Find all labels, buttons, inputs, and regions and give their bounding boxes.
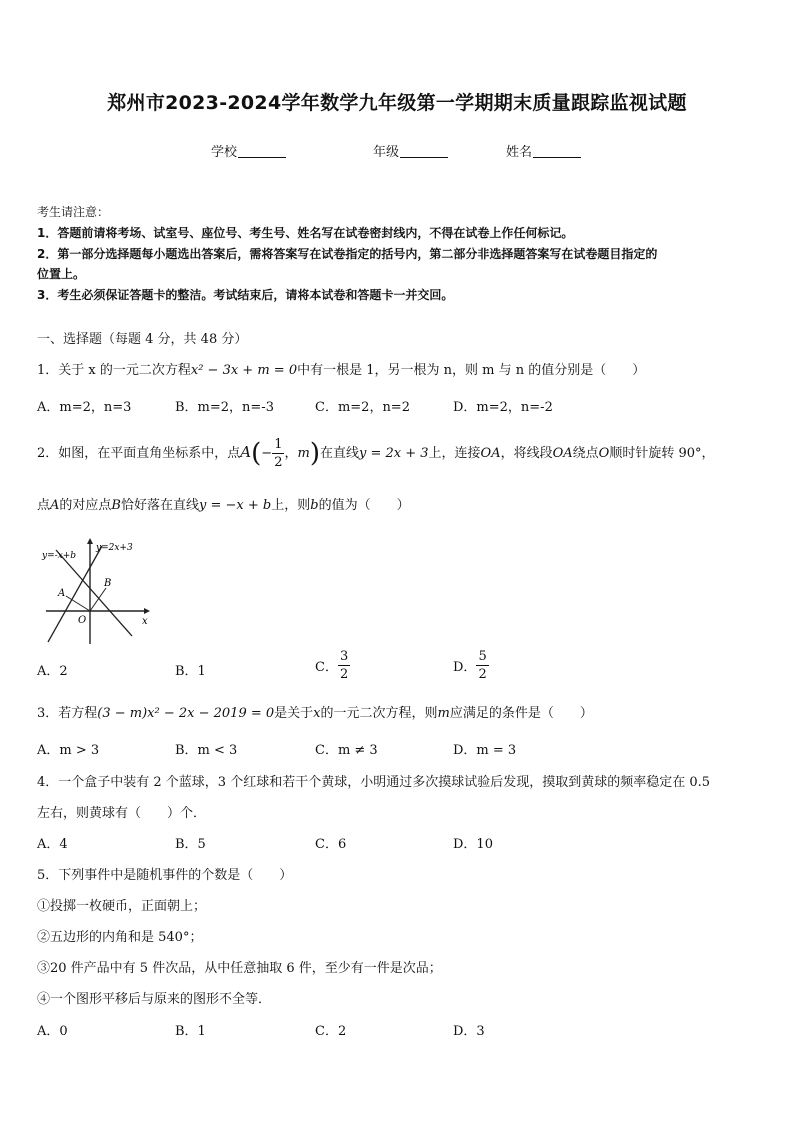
notice-item: 3．考生必须保证答题卡的整洁。考试结束后，请将本试卷和答题卡一并交回。: [37, 288, 454, 302]
question-1: [37, 359, 645, 378]
question-4-line2: 左右，则黄球有（ ）个．: [37, 806, 207, 821]
q5-option-a: A．0: [37, 1024, 68, 1039]
frac-num: 5: [478, 649, 487, 664]
q2-line2-eq: y = −x + b: [199, 498, 272, 513]
q1-option-c: C．m=2，n=2: [315, 400, 410, 415]
q2-oa: OA: [480, 446, 501, 461]
q2-text: 点: [37, 498, 51, 513]
q5-options: [37, 1020, 757, 1040]
name-blank: [533, 144, 581, 158]
q2-b-point: B: [111, 498, 121, 513]
q5-item: ③20 件产品中有 5 件次品，从中任意抽取 6 件，至少有一件是次品；: [37, 961, 442, 976]
q5-option-b: B．1: [175, 1024, 206, 1039]
q2-text: 上，则: [271, 498, 311, 513]
q1-options: [37, 396, 757, 416]
school-label: 学校: [211, 145, 238, 160]
q1-equation: x² − 3x + m = 0: [190, 363, 298, 378]
question-5: 5．下列事件中是随机事件的个数是（ ）: [37, 868, 293, 883]
q3-option-a: A．m > 3: [37, 743, 100, 758]
exam-title: 郑州市2023-2024学年数学九年级第一学期期末质量跟踪监视试题: [107, 92, 687, 114]
q4-option-a: A．4: [37, 837, 68, 852]
q2-o: O: [598, 446, 610, 461]
q2-line1-eq: y = 2x + 3: [358, 446, 429, 461]
question-3: [37, 702, 593, 721]
q2-frac-den: 2: [274, 455, 283, 470]
q3-text: 是关于: [274, 706, 314, 721]
q2-option-c: [315, 650, 350, 681]
q2-m: m: [297, 446, 310, 461]
q3-x: x: [313, 706, 321, 721]
notice-item: 2．第一部分选择题每小题选出答案后，需将答案写在试卷指定的括号内，第二部分非选择题答案写在试卷题目指定的: [37, 247, 658, 261]
q3-option-c: C．m ≠ 3: [315, 743, 378, 758]
q4-option-b: B．5: [175, 837, 206, 852]
q2-frac-num: 1: [274, 437, 283, 452]
q2-point-a: A: [240, 443, 252, 461]
q2-paren-open: (: [251, 438, 262, 469]
question-2-line2: [37, 494, 410, 513]
frac-den: 2: [478, 667, 487, 682]
q2-option-d: [453, 650, 489, 681]
y-axis-arrow: [87, 538, 93, 544]
q1-text: 1．关于 x 的一元二次方程: [37, 363, 191, 378]
line-y-neg-x-b: [56, 550, 132, 636]
q2-option-a: A．2: [37, 664, 68, 679]
q3-text: 3．若方程: [37, 706, 98, 721]
q5-item: ④一个图形平移后与原来的图形不全等．: [37, 992, 272, 1007]
school-blank: [238, 144, 286, 158]
q2-text: 绕点: [572, 446, 599, 461]
q1-text-end: 中有一根是 1，另一根为 n，则 m 与 n 的值分别是（ ）: [297, 363, 646, 378]
label-o: O: [78, 615, 87, 626]
q2-option-c-label: C．: [315, 660, 338, 675]
q4-option-c: C．6: [315, 837, 347, 852]
q5-item: ②五边形的内角和是 540°；: [37, 930, 203, 945]
school-field: [211, 141, 286, 160]
frac-den: 2: [339, 667, 349, 682]
label-line1: y=2x+3: [96, 543, 133, 553]
q2-option-d-label: D．: [453, 660, 477, 675]
q2-a: A: [50, 498, 60, 513]
q3-equation: (3 − m)x² − 2x − 2019 = 0: [97, 706, 275, 721]
q3-options: [37, 739, 757, 759]
q5-option-c: C．2: [315, 1024, 347, 1039]
q2-option-d-frac: [476, 650, 488, 681]
q1-option-d: D．m=2，n=-2: [453, 400, 553, 415]
grade-label: 年级: [373, 145, 400, 160]
q3-m: m: [437, 706, 450, 721]
q2-text: 顺时针旋转 90°，: [609, 446, 715, 461]
q2-comma: ，: [284, 446, 298, 461]
name-field: [506, 141, 581, 160]
notice-heading: 考生请注意：: [37, 205, 110, 219]
q2-text: 恰好落在直线: [120, 498, 199, 513]
q2-options: [37, 650, 757, 690]
label-b: B: [104, 578, 112, 589]
q2-text: 的对应点: [59, 498, 112, 513]
q2-text: ，将线段: [500, 446, 553, 461]
label-a: A: [58, 588, 66, 599]
q5-item: ①投掷一枚硬币，正面朝上；: [37, 899, 207, 914]
q2-text: 的值为（ ）: [318, 498, 410, 513]
q1-option-b: B．m=2，n=-3: [175, 400, 274, 415]
q2-text: 2．如图，在平面直角坐标系中，点: [37, 446, 241, 461]
notice-item: 1．答题前请将考场、试室号、座位号、考生号、姓名写在试卷密封线内，不得在试卷上作任何标记。: [37, 226, 574, 240]
question-4: 4．一个盒子中装有 2 个蓝球，3 个红球和若干个黄球，小明通过多次摸球试验后发现，摸取到黄球的频率稳定在 0.5: [37, 775, 711, 790]
grade-blank: [400, 144, 448, 158]
q2-coordinate-figure: [40, 536, 152, 646]
q2-b-var: b: [310, 498, 319, 513]
q3-option-d: D．m = 3: [453, 743, 517, 758]
q3-text: 的一元二次方程，则: [320, 706, 438, 721]
notice-item: 位置上。: [37, 267, 86, 281]
label-line2: y=-x+b: [42, 551, 77, 561]
section-heading: 一、选择题（每题 4 分，共 48 分）: [37, 332, 248, 347]
question-2: [37, 432, 715, 472]
name-label: 姓名: [506, 145, 533, 160]
grade-field: [373, 141, 448, 160]
q2-text: 上，连接: [428, 446, 481, 461]
q3-option-b: B．m < 3: [175, 743, 238, 758]
q2-option-b: B．1: [175, 664, 206, 679]
q5-option-d: D．3: [453, 1024, 485, 1039]
q2-text: 在直线: [319, 446, 359, 461]
frac-num: 3: [339, 649, 349, 664]
q2-fraction: [272, 438, 284, 469]
q2-option-c-frac: [338, 650, 350, 681]
student-info-row: [0, 141, 794, 161]
q4-option-d: D．10: [453, 837, 493, 852]
label-x: x: [142, 616, 148, 627]
q1-option-a: A．m=2，n=3: [37, 400, 132, 415]
q2-oa: OA: [552, 446, 573, 461]
q4-options: [37, 833, 757, 853]
x-axis-arrow: [144, 608, 150, 614]
q3-text: 应满足的条件是（ ）: [449, 706, 593, 721]
q2-paren-close: ): [309, 438, 320, 469]
q2-minus: −: [261, 446, 273, 461]
